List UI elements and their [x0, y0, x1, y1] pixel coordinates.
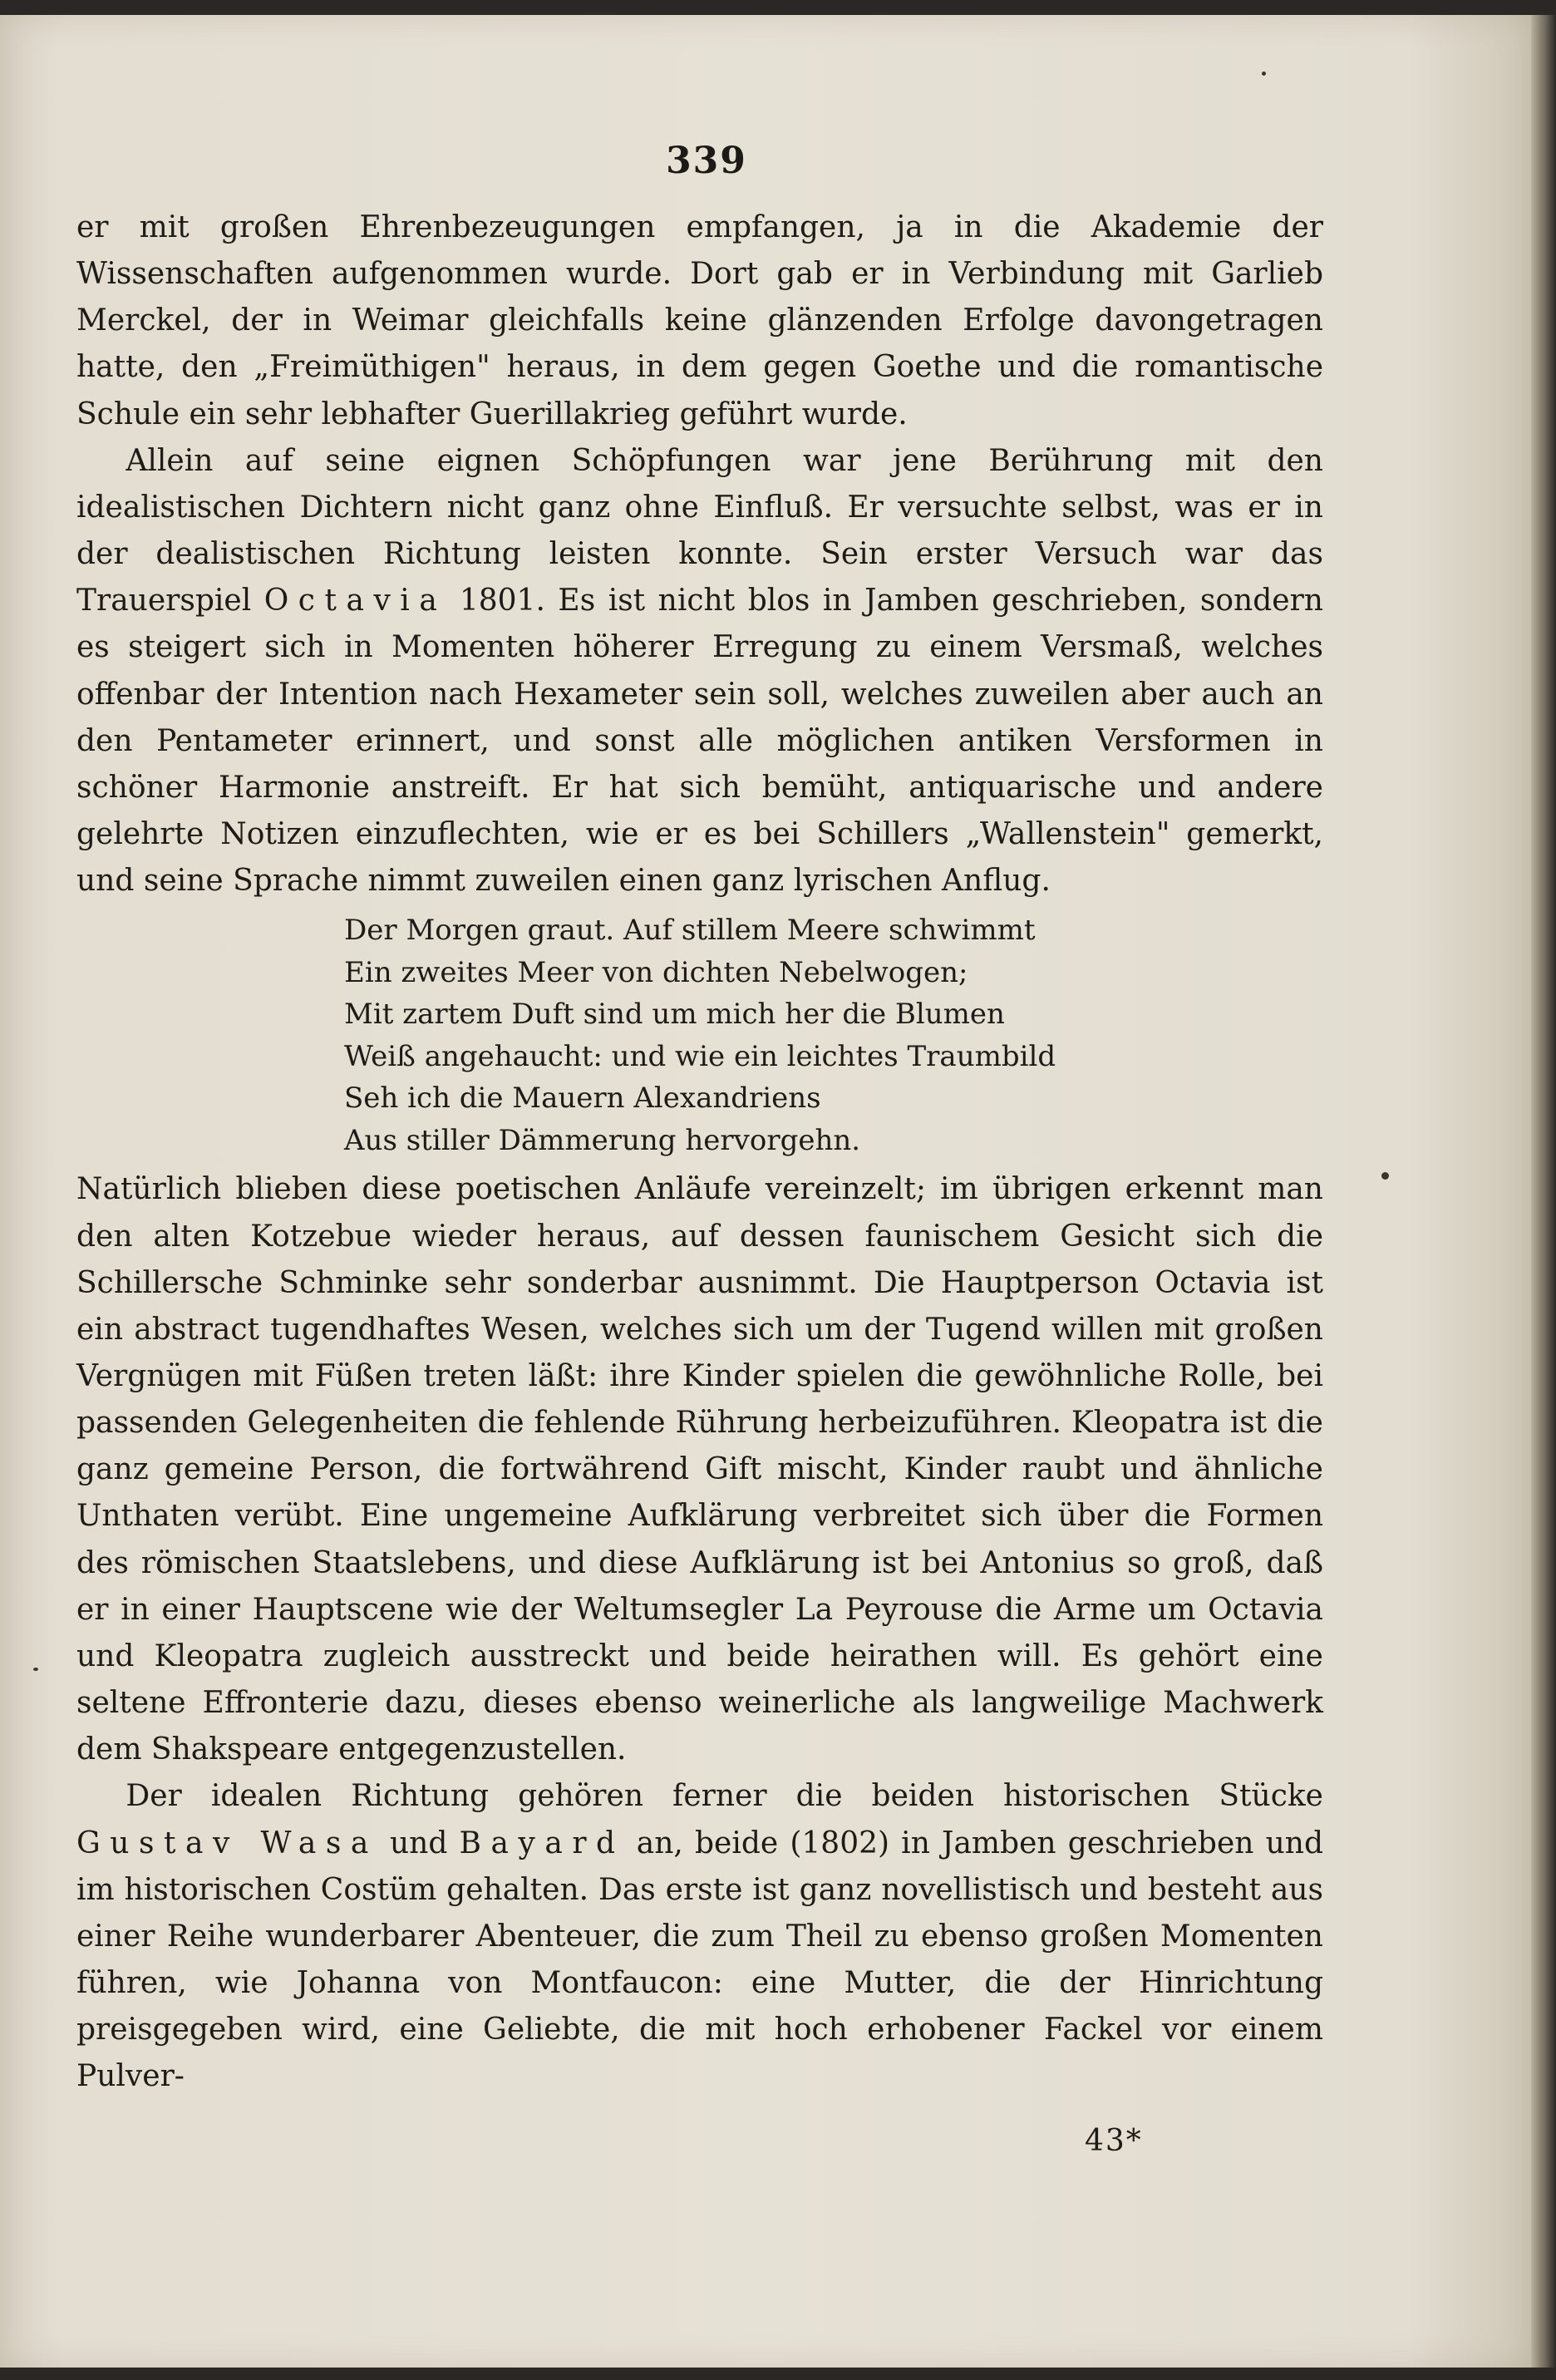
verse-line: Seh ich die Mauern Alexandriens — [344, 1082, 821, 1116]
spaced-title-octavia: Octavia — [263, 584, 447, 618]
verse-line: Ein zweites Meer von dichten Nebelwogen; — [344, 955, 968, 989]
paragraph-2 — [76, 438, 1323, 905]
paragraph-4 — [76, 1773, 1323, 2100]
paragraph-3 — [76, 1166, 1323, 1773]
page-number: 339 — [666, 140, 747, 182]
paper-speck — [1262, 71, 1266, 76]
spaced-title-bayard: Bayard — [459, 1826, 625, 1860]
main-text — [76, 204, 1323, 2100]
text-segment: er mit großen Ehrenbezeugungen empfangen, ja in die Akademie der Wissenschaften aufgenommen wurde. Dort gab er in Verbindung mit Garlieb Merckel, der in Weimar gleichfalls keine glänzenden Erfolge davongetragen hatte, den „Freimüthigen" heraus, in dem gegen Goethe und die romantische Schule ein sehr lebhafter Guerillakrieg geführt wurde. — [76, 210, 1323, 431]
verse-line: Der Morgen graut. Auf stillem Meere schwimmt — [344, 914, 1036, 948]
verse-line: Weiß angehaucht: und wie ein leichtes Traumbild — [344, 1039, 1056, 1073]
verse-quote — [344, 909, 1323, 1161]
spaced-title-gustav-wasa: Gustav Wasa — [76, 1826, 378, 1860]
verse-line: Aus stiller Dämmerung hervorgehn. — [344, 1123, 861, 1157]
text-segment: Allein auf seine eignen Schöpfungen war jene Berührung mit den idealistischen Dichtern nicht ganz ohne Einfluß. Er versuchte selbst, was er in der dealistischen Richtung leisten konnte. Sein erster Versuch war das Trauerspiel — [76, 443, 1323, 618]
paragraph-1 — [76, 204, 1323, 438]
verse-line: Mit zartem Duft sind um mich her die Blumen — [344, 998, 1005, 1032]
text-segment: Natürlich blieben diese poetischen Anläufe vereinzelt; im übrigen erkennt man den alten Kotzebue wieder heraus, auf dessen faunischem Gesicht sich die Schillersche Schminke sehr sonderbar ausnimmt. Die Hauptperson Octavia ist ein abstract tugendhaftes Wesen, welches sich um der Tugend willen mit großen Vergnügen mit Füßen treten läßt: ihre Kinder spielen die gewöhnliche Rolle, bei passenden Gelegenheiten die fehlende Rührung herbeizuführen. Kleopatra ist die ganz gemeine Person, die fortwährend Gift mischt, Kinder raubt und ähnliche Unthaten verübt. Eine ungemeine Aufklärung verbreitet sich über die Formen des römischen Staatslebens, und diese Aufklärung ist bei Antonius so groß, daß er in einer Hauptscene wie der Weltumsegler La Peyrouse die Arme um Octavia und Kleopatra zugleich ausstreckt und beide heirathen will. Es gehört eine seltene Effronterie dazu, dieses ebenso weinerliche als langweilige Machwerk dem Shakspeare entgegenzustellen. — [76, 1172, 1323, 1767]
printer-signature: 43* — [1085, 2124, 1143, 2158]
text-segment: Der idealen Richtung gehören ferner die beiden historischen Stücke — [126, 1779, 1323, 1814]
text-segment: an, beide (1802) in Jamben geschrieben und im historischen Costüm gehalten. Das erste ist ganz novellistisch und besteht aus einer Reihe wunderbarer Abenteuer, die zum Theil zu ebenso großen Momenten führen, wie Johanna von Montfaucon: eine Mutter, die der Hinrichtung preisgegeben wird, eine Geliebte, die mit hoch erhobener Fackel vor einem Pulver- — [76, 1826, 1324, 2094]
text-segment: 1801. Es ist nicht blos in Jamben geschrieben, sondern es steigert sich in Momenten höherer Erregung zu einem Versmaß, welches offenbar der Intention nach Hexameter sein soll, welches zuweilen aber auch an den Pentameter erinnert, und sonst alle möglichen antiken Versformen in schöner Harmonie anstreift. Er hat sich bemüht, antiquarische und andere gelehrte Notizen einzuflechten, wie er es bei Schillers „Wallenstein" gemerkt, und seine Sprache nimmt zuweilen einen ganz lyrischen Anflug. — [76, 584, 1323, 899]
paper-speck — [1381, 1172, 1389, 1180]
paper-speck — [33, 1668, 38, 1671]
text-segment: und — [377, 1826, 460, 1860]
page-edge-shadow — [1531, 15, 1556, 2368]
